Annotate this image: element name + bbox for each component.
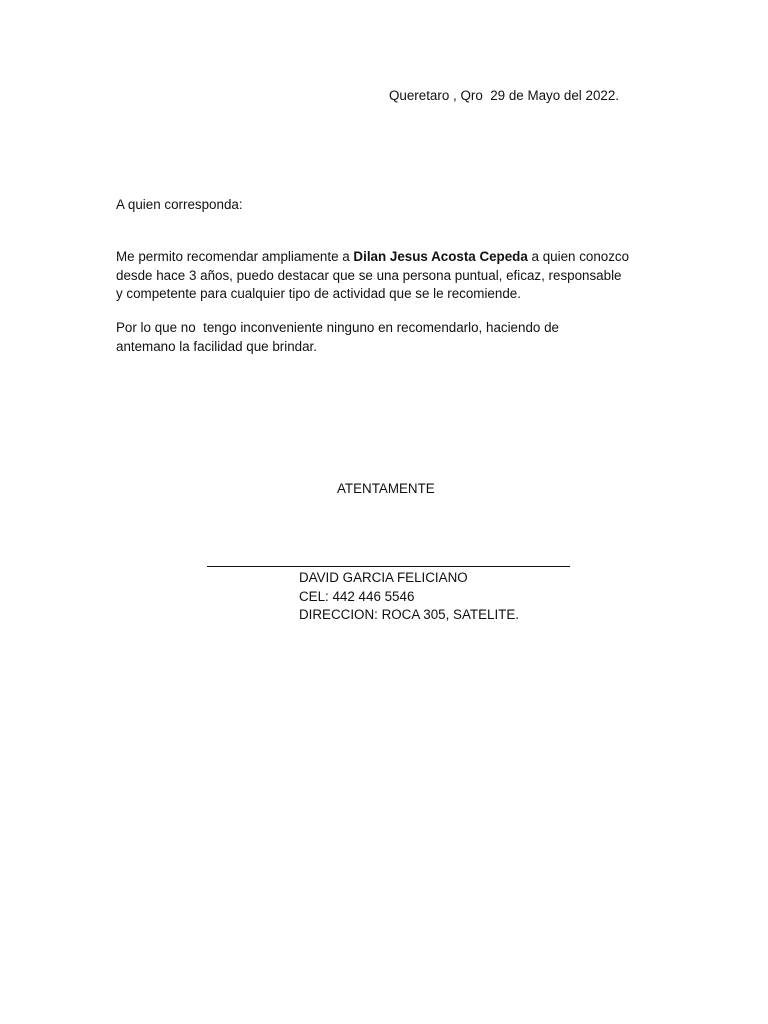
signer-phone: CEL: 442 446 5546: [299, 588, 415, 604]
greeting: A quien corresponda:: [116, 197, 243, 212]
signature-line: [207, 566, 570, 567]
paragraph-text: Me permito recomendar ampliamente a: [116, 249, 354, 264]
paragraph-line: y competente para cualquier tipo de actividad que se le recomiende.: [116, 286, 521, 301]
paragraph-line: antemano la facilidad que brindar.: [116, 338, 317, 354]
closing-paragraph: [116, 319, 656, 356]
recommendation-paragraph: [116, 248, 656, 304]
signer-name: DAVID GARCIA FELICIANO: [299, 570, 468, 585]
paragraph-line: Por lo que no tengo inconveniente ninguno en recomendarlo, haciendo de: [116, 320, 559, 335]
place-date: Queretaro , Qro 29 de Mayo del 2022.: [389, 88, 620, 103]
signer-address: DIRECCION: ROCA 305, SATELITE.: [299, 607, 520, 622]
recommended-person-name: Dilan Jesus Acosta Cepeda: [353, 249, 528, 264]
signature-block: [299, 569, 519, 625]
closing-salutation: ATENTAMENTE: [337, 481, 435, 496]
paragraph-line: [116, 248, 656, 267]
paragraph-line: desde hace 3 años, puedo destacar que se una persona puntual, eficaz, responsable: [116, 267, 622, 283]
paragraph-text: a quien conozco: [527, 249, 630, 264]
